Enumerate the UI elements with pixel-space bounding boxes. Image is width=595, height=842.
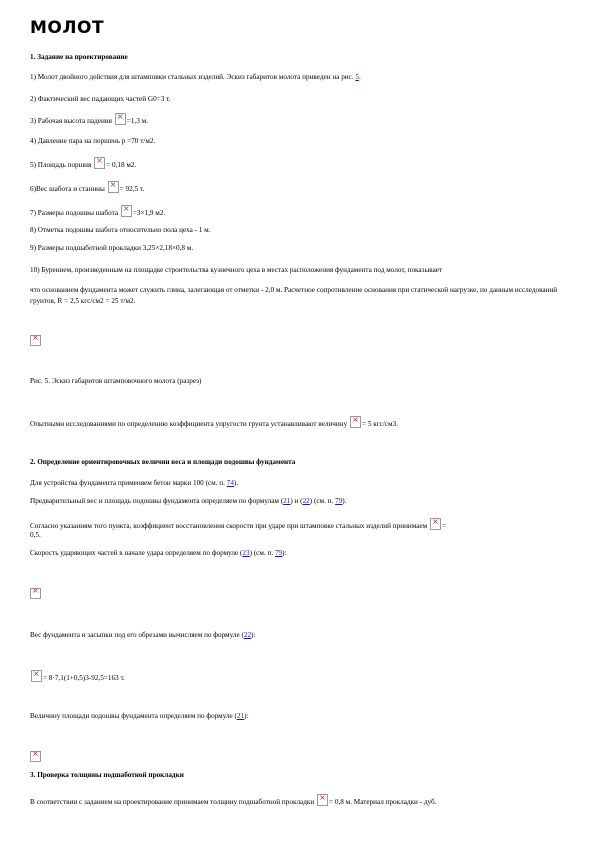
paragraph-2: 2) Фактический вес падающих частей G0=3 т. [30, 95, 171, 103]
paragraph-1 [30, 72, 565, 83]
broken-image-icon [108, 181, 119, 193]
paragraph-18 [30, 711, 565, 722]
broken-image-icon [115, 113, 126, 125]
text: = 5 кгс/см3. [361, 420, 398, 428]
paragraph-8: 8) Отметка подошвы шабота относительно пола цеха - 1 м. [30, 226, 211, 234]
broken-image-icon [94, 157, 105, 169]
broken-image-icon [430, 518, 441, 530]
section-1-heading: 1. Задание на проектирование [30, 53, 128, 61]
paragraph-3 [30, 113, 565, 127]
text: = 8·7,1(1+0,5)3-92,5=163 т. [43, 674, 125, 682]
text: 1) Молот двойного действия для штамповки стальных изделий. Эскиз габаритов молота приведен на рис. [30, 73, 356, 81]
link-p74[interactable]: 74 [226, 479, 234, 487]
link-p79[interactable]: 79 [274, 549, 283, 557]
paragraph-12 [30, 416, 565, 430]
figure-5-caption: Рис. 5. Эскиз габаритов штамповочного молота (разрез) [30, 377, 202, 385]
broken-image-icon [31, 670, 42, 682]
paragraph-10: 10) Бурением, произведенным на площадке строительства кузнечного цеха в местах расположения фундамента под молот, показывает [30, 266, 443, 274]
text: Опытными исследованиями по определению коэффициента упругости грунта устанавливают величину [30, 420, 349, 428]
formula-22-result [30, 670, 565, 684]
text: 6)Вес шабота и станины [30, 185, 107, 193]
text: ): [282, 549, 287, 557]
text: ) и ( [290, 497, 303, 505]
link-p79[interactable]: 79 [335, 497, 343, 505]
text: = 0,8 м. Материал прокладки - дуб. [329, 798, 437, 806]
text: Вес фундамента и засыпки под его обрезами вычисляем по формуле ( [30, 631, 244, 639]
text: ): [251, 631, 256, 639]
text: В соответствии с заданием на проектирование принимаем толщину подшаботной прокладки [30, 798, 317, 806]
paragraph-6 [30, 181, 565, 195]
link-formula-22[interactable]: 22 [302, 497, 310, 505]
paragraph-14 [30, 496, 565, 507]
paragraph-9: 9) Размеры подшаботной прокладки 3,25×2,18×0,8 м. [30, 244, 194, 252]
paragraph-5 [30, 157, 565, 171]
text: . [359, 73, 361, 81]
broken-image-icon [350, 416, 361, 428]
link-formula-23[interactable]: 23 [242, 549, 250, 557]
text: ): [244, 712, 249, 720]
formula-21-broken-image-icon [30, 751, 41, 762]
text: = [441, 522, 447, 530]
figure-5-broken-image-icon [30, 335, 41, 346]
text: Согласно указаниям того пункта, коэффициент восстановления скорости при ударе при штамповке стальных изделий принимаем [30, 522, 429, 530]
text: ). [342, 497, 347, 505]
paragraph-4: 4) Давление пара на поршень p =70 т/м2. [30, 137, 156, 145]
paragraph-15-cont: 0,5. [30, 531, 41, 539]
text: 5) Площадь поршня [30, 161, 94, 169]
text: ) (см. п. [249, 549, 275, 557]
text: ) (см. п. [309, 497, 336, 505]
link-formula-21[interactable]: 21 [236, 712, 245, 720]
text: = 0,18 м2. [106, 161, 137, 169]
paragraph-16 [30, 548, 565, 559]
text: Скорость ударяющих частей в начале удара определяем по формуле ( [30, 549, 243, 557]
text: 3) Рабочая высота падения [30, 117, 114, 125]
link-formula-21[interactable]: 21 [283, 497, 291, 505]
paragraph-7 [30, 205, 565, 219]
formula-23-broken-image-icon [30, 588, 41, 599]
broken-image-icon [121, 205, 132, 217]
paragraph-11: что основанием фундамента может служить глина, залегающая от отметки - 2,0 м. Расчетное сопротивление основания при статической нагрузке, по данным исследований грунтов, R = 2,5 кгс/см2 = 25 т/м2. [30, 286, 558, 305]
paragraph-17 [30, 630, 565, 641]
text: =3×1,9 м2. [132, 209, 166, 217]
link-formula-22[interactable]: 22 [243, 631, 252, 639]
paragraph-13 [30, 478, 565, 489]
paragraph-19 [30, 794, 565, 808]
text: ). [233, 479, 239, 487]
broken-image-icon [317, 794, 328, 806]
section-3-heading: 3. Проверка толщины подшаботной прокладки [30, 771, 184, 779]
text: Предварительный вес и площадь подошвы фундамента определяем по формулам ( [30, 497, 284, 505]
text: Для устройства фундамента применяем бетон марки 100 (см. п. [30, 479, 227, 487]
text: =1,3 м. [126, 117, 148, 125]
section-2-heading: 2. Определение ориентировочных величин веса и площади подошвы фундамента [30, 458, 296, 466]
text: = 92,5 т. [119, 185, 145, 193]
document-title: МОЛОТ [30, 18, 105, 38]
text: 7) Размеры подошвы шабота [30, 209, 120, 217]
text: Величину площади подошвы фундамента определяем по формуле ( [30, 712, 237, 720]
link-fig-5[interactable]: 5 [355, 73, 360, 81]
